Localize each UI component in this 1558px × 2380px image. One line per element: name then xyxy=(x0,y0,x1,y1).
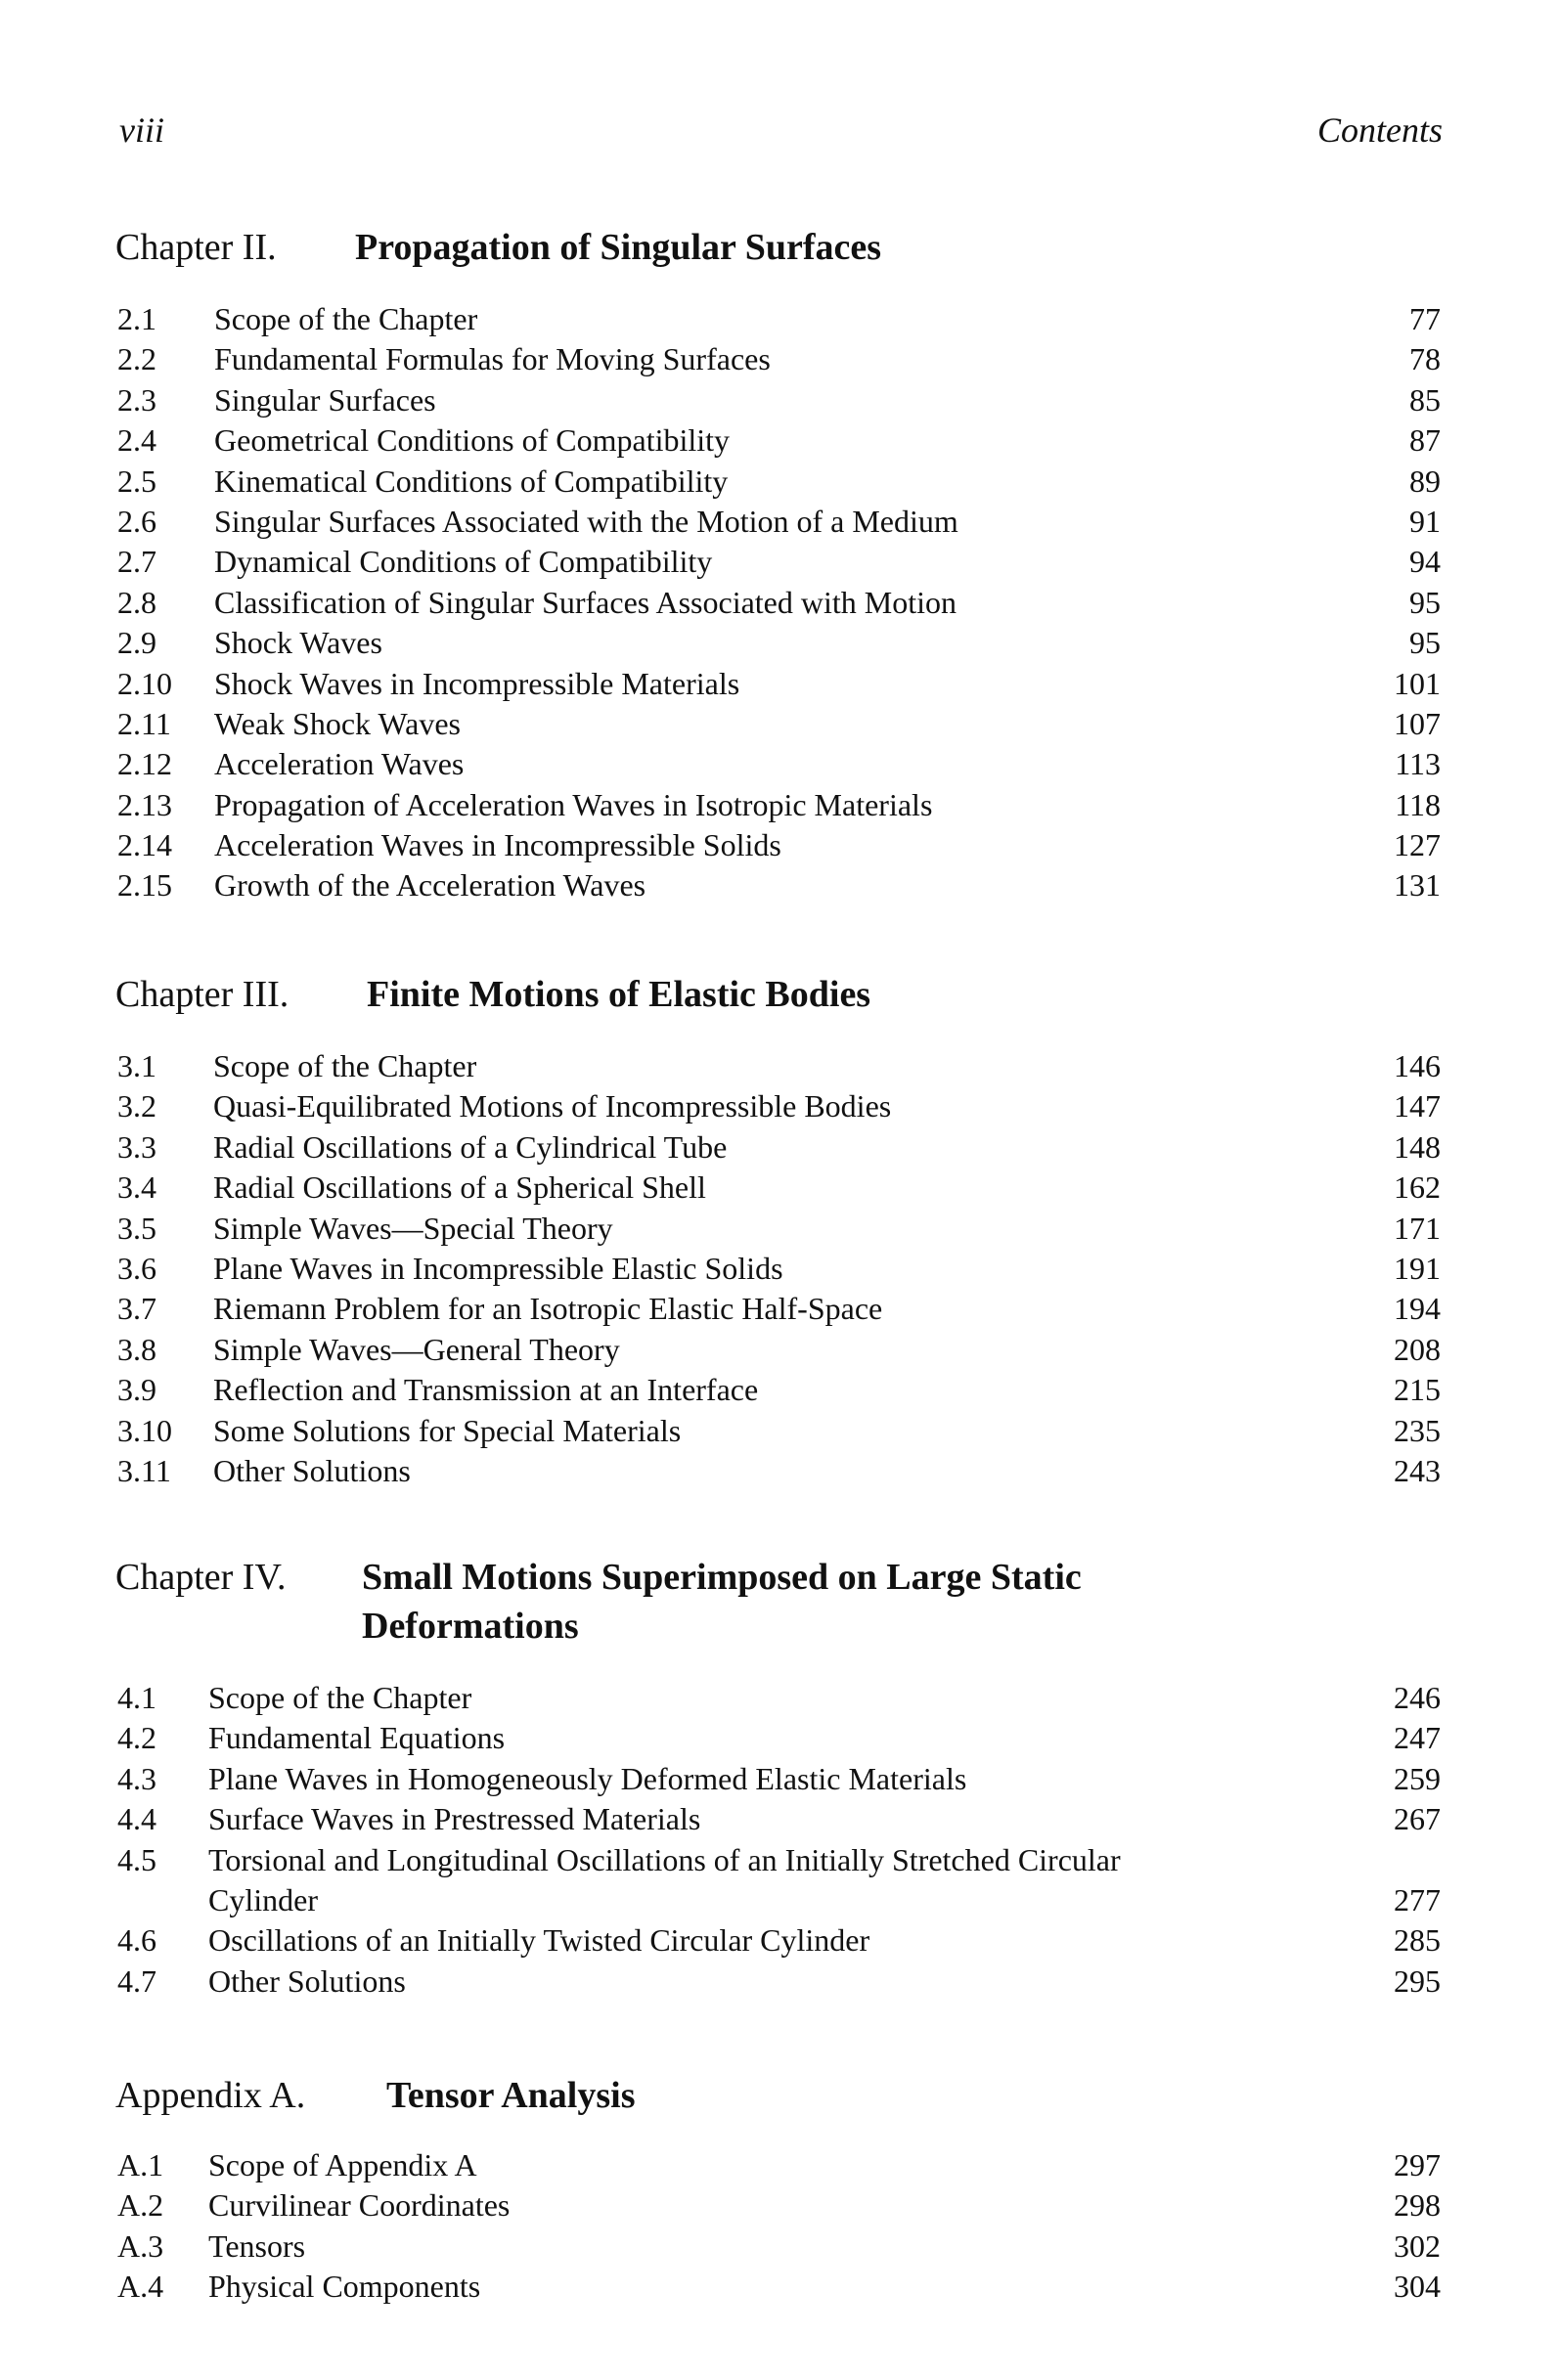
entry-number: 4.5 xyxy=(117,1841,156,1877)
entry-page: 194 xyxy=(1394,1291,1441,1327)
entry-number: 2.11 xyxy=(117,705,171,741)
toc-section xyxy=(115,2071,1441,2305)
entry-title: Some Solutions for Special Materials xyxy=(213,1412,682,1448)
entry-number: 2.2 xyxy=(117,341,156,377)
entry-list xyxy=(115,1678,1441,2002)
entry-title: Shock Waves in Incompressible Materials xyxy=(214,665,740,701)
section-label: Chapter II. xyxy=(115,227,277,268)
toc-entry[interactable] xyxy=(115,1411,1441,1451)
entry-title: Surface Waves in Prestressed Materials xyxy=(208,1801,701,1837)
toc-entry[interactable] xyxy=(115,1168,1441,1208)
entry-number: 3.11 xyxy=(117,1452,171,1488)
toc-entry[interactable] xyxy=(115,380,1441,420)
section-heading xyxy=(115,223,1441,272)
entry-number: 3.1 xyxy=(117,1048,156,1083)
entry-page: 77 xyxy=(1409,301,1441,336)
entry-title: Singular Surfaces xyxy=(214,381,436,418)
entry-page: 91 xyxy=(1409,503,1441,539)
entry-number: A.3 xyxy=(117,2227,164,2264)
entry-page: 215 xyxy=(1394,1372,1441,1408)
entry-page: 259 xyxy=(1394,1760,1441,1796)
entry-title: Plane Waves in Homogeneously Deformed Elastic Materials xyxy=(208,1760,967,1796)
toc-entry[interactable] xyxy=(115,2185,1441,2226)
entry-title: Singular Surfaces Associated with the Motion of a Medium xyxy=(214,503,958,539)
entry-page: 297 xyxy=(1394,2147,1441,2182)
entry-page: 113 xyxy=(1395,746,1441,782)
toc-entry[interactable] xyxy=(115,1718,1441,1758)
entry-number: 2.10 xyxy=(117,665,172,701)
entry-number: 2.1 xyxy=(117,301,156,336)
entry-page: 235 xyxy=(1394,1412,1441,1448)
entry-title: Geometrical Conditions of Compatibility xyxy=(214,422,731,459)
entry-number: 4.2 xyxy=(117,1720,156,1756)
toc-entry[interactable] xyxy=(115,1289,1441,1329)
entry-number: 2.6 xyxy=(117,503,156,539)
entry-number: 3.5 xyxy=(117,1210,156,1246)
section-heading xyxy=(115,1553,1441,1651)
toc-entry[interactable] xyxy=(115,785,1441,825)
entry-number: 4.1 xyxy=(117,1680,156,1715)
entry-page: 87 xyxy=(1409,422,1441,459)
entry-page: 247 xyxy=(1394,1720,1441,1756)
entry-number: 4.4 xyxy=(117,1801,156,1837)
section-label: Chapter III. xyxy=(115,974,289,1015)
entry-page: 78 xyxy=(1409,341,1441,377)
entry-number: 2.14 xyxy=(117,827,172,863)
toc-entry[interactable] xyxy=(115,1127,1441,1168)
section-label: Appendix A. xyxy=(115,2075,306,2116)
toc-entry[interactable] xyxy=(115,623,1441,663)
entry-list xyxy=(115,299,1441,906)
page-number: viii xyxy=(119,110,164,150)
entry-page: 304 xyxy=(1394,2269,1441,2305)
entry-page: 295 xyxy=(1394,1962,1441,1999)
entry-page: 95 xyxy=(1409,584,1441,620)
toc-entry[interactable] xyxy=(115,1209,1441,1249)
toc-entry[interactable] xyxy=(115,420,1441,461)
entry-number: 3.6 xyxy=(117,1250,156,1286)
toc-entry[interactable] xyxy=(115,744,1441,784)
entry-page: 277 xyxy=(1394,1881,1441,1917)
entry-number: 3.7 xyxy=(117,1291,156,1327)
entry-title: Scope of the Chapter xyxy=(213,1048,477,1083)
entry-number: 2.9 xyxy=(117,625,156,661)
entry-title: Oscillations of an Initially Twisted Circular Cylinder xyxy=(208,1922,870,1959)
entry-page: 285 xyxy=(1394,1922,1441,1959)
toc-entry[interactable] xyxy=(115,1330,1441,1370)
entry-list xyxy=(115,2145,1441,2308)
entry-page: 171 xyxy=(1394,1210,1441,1246)
toc-entry[interactable] xyxy=(115,2145,1441,2185)
entry-title: Radial Oscillations of a Cylindrical Tube xyxy=(213,1128,728,1165)
toc-entry[interactable] xyxy=(115,1451,1441,1491)
toc-entry[interactable] xyxy=(115,1961,1441,2002)
running-title: Contents xyxy=(1316,110,1443,150)
entry-number: 3.8 xyxy=(117,1331,156,1367)
entry-title: Scope of Appendix A xyxy=(208,2147,477,2182)
entry-number: 4.3 xyxy=(117,1760,156,1796)
toc-entry[interactable] xyxy=(115,2267,1441,2307)
entry-title: Fundamental Formulas for Moving Surfaces xyxy=(214,341,771,377)
toc-entry[interactable] xyxy=(115,704,1441,744)
toc-section xyxy=(115,223,1441,904)
entry-page: 298 xyxy=(1394,2187,1441,2224)
entry-title: Acceleration Waves in Incompressible Solids xyxy=(214,827,781,863)
toc-section xyxy=(115,970,1441,1488)
entry-page: 118 xyxy=(1395,786,1441,822)
entry-page: 243 xyxy=(1394,1452,1441,1488)
entry-number: 3.10 xyxy=(117,1412,172,1448)
entry-page: 148 xyxy=(1394,1128,1441,1165)
entry-page: 302 xyxy=(1394,2227,1441,2264)
toc-entry[interactable] xyxy=(115,1249,1441,1289)
section-title: Propagation of Singular Surfaces xyxy=(355,227,882,268)
toc-entry[interactable] xyxy=(115,462,1441,502)
toc-entry[interactable] xyxy=(115,1678,1441,1718)
entry-page: 107 xyxy=(1394,705,1441,741)
entry-page: 131 xyxy=(1394,867,1441,904)
section-title: Small Motions Superimposed on Large Static Deformations xyxy=(362,1557,1082,1647)
entry-number: 3.3 xyxy=(117,1128,156,1165)
toc-entry[interactable] xyxy=(115,1920,1441,1961)
entry-page: 95 xyxy=(1409,625,1441,661)
entry-title: Growth of the Acceleration Waves xyxy=(214,867,646,904)
entry-number: 2.8 xyxy=(117,584,156,620)
toc-section xyxy=(115,1553,1441,1999)
entry-title: Fundamental Equations xyxy=(208,1720,506,1756)
entry-title: Plane Waves in Incompressible Elastic Solids xyxy=(213,1250,783,1286)
entry-number: 2.3 xyxy=(117,381,156,418)
entry-page: 246 xyxy=(1394,1680,1441,1715)
toc-entry[interactable] xyxy=(115,502,1441,542)
toc-entry[interactable] xyxy=(115,583,1441,623)
entry-list xyxy=(115,1046,1441,1491)
toc-entry[interactable] xyxy=(115,1759,1441,1799)
entry-title: Reflection and Transmission at an Interface xyxy=(213,1372,759,1408)
entry-title: Kinematical Conditions of Compatibility xyxy=(214,463,729,499)
entry-title: Riemann Problem for an Isotropic Elastic Half-Space xyxy=(213,1291,883,1327)
entry-number: 3.9 xyxy=(117,1372,156,1408)
entry-page: 208 xyxy=(1394,1331,1441,1367)
entry-number: 2.7 xyxy=(117,544,156,580)
section-label: Chapter IV. xyxy=(115,1557,287,1598)
entry-title: Dynamical Conditions of Compatibility xyxy=(214,544,713,580)
entry-page: 267 xyxy=(1394,1801,1441,1837)
section-heading xyxy=(115,970,1441,1019)
toc-entry[interactable] xyxy=(115,825,1441,865)
toc-entry[interactable] xyxy=(115,299,1441,339)
entry-number: 2.13 xyxy=(117,786,172,822)
entry-number: 4.6 xyxy=(117,1922,156,1959)
toc-entry[interactable] xyxy=(115,865,1441,905)
entry-number: A.1 xyxy=(117,2147,164,2182)
entry-title: Physical Components xyxy=(208,2269,481,2305)
toc-entry[interactable] xyxy=(115,1370,1441,1410)
entry-page: 191 xyxy=(1394,1250,1441,1286)
entry-title: Propagation of Acceleration Waves in Isotropic Materials xyxy=(214,786,933,822)
entry-title: Quasi-Equilibrated Motions of Incompressible Bodies xyxy=(213,1088,892,1124)
entry-title: Other Solutions xyxy=(208,1962,406,1999)
entry-page: 147 xyxy=(1394,1088,1441,1124)
section-title: Tensor Analysis xyxy=(386,2075,636,2116)
entry-title: Simple Waves—Special Theory xyxy=(213,1210,613,1246)
toc-entry[interactable] xyxy=(115,542,1441,582)
entry-page: 89 xyxy=(1409,463,1441,499)
entry-title: Weak Shock Waves xyxy=(214,705,461,741)
entry-title: Torsional and Longitudinal Oscillations of an Initially Stretched Circular Cylinder xyxy=(208,1841,1121,1917)
entry-title: Tensors xyxy=(208,2227,306,2264)
entry-number: 2.12 xyxy=(117,746,172,782)
entry-number: 2.15 xyxy=(117,867,172,904)
section-title: Finite Motions of Elastic Bodies xyxy=(367,974,871,1015)
entry-title: Curvilinear Coordinates xyxy=(208,2187,511,2224)
entry-title: Classification of Singular Surfaces Associated with Motion xyxy=(214,584,957,620)
entry-number: 3.4 xyxy=(117,1169,156,1206)
entry-page: 146 xyxy=(1394,1048,1441,1083)
entry-page: 127 xyxy=(1394,827,1441,863)
entry-number: 3.2 xyxy=(117,1088,156,1124)
toc-entry[interactable] xyxy=(115,1799,1441,1839)
entry-number: 2.4 xyxy=(117,422,156,459)
toc-entry[interactable] xyxy=(115,1086,1441,1126)
entry-title: Shock Waves xyxy=(214,625,382,661)
entry-number: 2.5 xyxy=(117,463,156,499)
entry-page: 162 xyxy=(1394,1169,1441,1206)
entry-number: A.2 xyxy=(117,2187,164,2224)
toc-entry[interactable] xyxy=(115,1046,1441,1086)
toc-entry[interactable] xyxy=(115,664,1441,704)
section-heading xyxy=(115,2071,1441,2120)
entry-title: Simple Waves—General Theory xyxy=(213,1331,620,1367)
entry-title: Scope of the Chapter xyxy=(214,301,478,336)
entry-page: 101 xyxy=(1394,665,1441,701)
entry-title: Radial Oscillations of a Spherical Shell xyxy=(213,1169,706,1206)
entry-number: A.4 xyxy=(117,2269,164,2305)
entry-number: 4.7 xyxy=(117,1962,156,1999)
toc-entry[interactable] xyxy=(115,339,1441,379)
entry-title: Acceleration Waves xyxy=(214,746,465,782)
entry-page: 85 xyxy=(1409,381,1441,418)
entry-page: 94 xyxy=(1409,544,1441,580)
entry-title: Other Solutions xyxy=(213,1452,411,1488)
toc-entry[interactable] xyxy=(115,1840,1441,1921)
entry-title: Scope of the Chapter xyxy=(208,1680,472,1715)
toc-entry[interactable] xyxy=(115,2226,1441,2267)
